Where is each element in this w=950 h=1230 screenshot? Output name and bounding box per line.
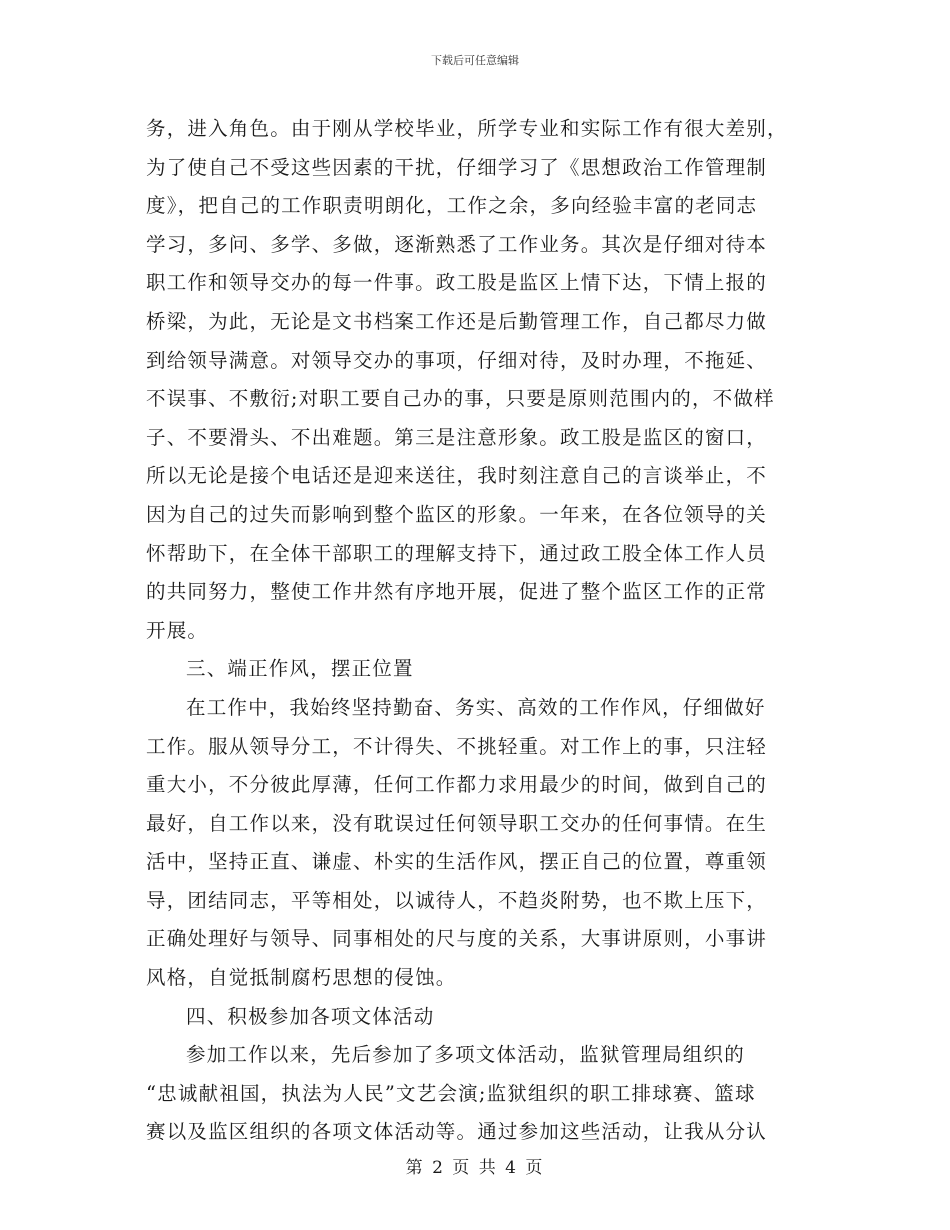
text-line: 活中，坚持正直、谦虚、朴实的生活作风，摆正自己的位置，尊重领: [146, 850, 768, 874]
document-body: [146, 110, 806, 1152]
text-line: 怀帮助下，在全体干部职工的理解支持下，通过政工股全体工作人员: [146, 541, 768, 565]
text-line: 正确处理好与领导、同事相处的尺与度的关系，大事讲原则，小事讲: [146, 927, 768, 951]
text-line: 最好，自工作以来，没有耽误过任何领导职工交办的任何事情。在生: [146, 811, 768, 835]
text-line: 在工作中，我始终坚持勤奋、务实、高效的工作作风，仔细做好: [186, 695, 766, 719]
text-line: 务，进入角色。由于刚从学校毕业，所学专业和实际工作有很大差别，: [146, 117, 788, 140]
text-line: 所以无论是接个电话还是迎来送往，我时刻注意自己的言谈举止，不: [146, 464, 768, 488]
text-line: 桥梁，为此，无论是文书档案工作还是后勤管理工作，自己都尽力做: [146, 309, 768, 333]
text-line: 职工作和领导交办的每一件事。政工股是监区上情下达，下情上报的: [146, 271, 768, 295]
text-line: 到给领导满意。对领导交办的事项，仔细对待，及时办理，不拖延、: [146, 348, 768, 372]
text-line: 子、不要滑头、不出难题。第三是注意形象。政工股是监区的窗口，: [146, 425, 768, 449]
page-number-footer: 第 2 页 共 4 页: [405, 1158, 545, 1178]
text-line: 不误事、不敷衍;对职工要自己办的事，只要是原则范围内的，不做样: [146, 387, 775, 411]
text-line: 学习，多问、多学、多做，逐渐熟悉了工作业务。其次是仔细对待本: [146, 232, 768, 256]
section-heading: 三、端正作风，摆正位置: [186, 657, 414, 681]
text-line: 开展。: [146, 618, 209, 642]
text-line: 导，团结同志，平等相处，以诚待人，不趋炎附势，也不欺上压下，: [146, 888, 768, 912]
section-heading: 四、积极参加各项文体活动: [186, 1004, 435, 1028]
text-line: 赛以及监区组织的各项文体活动等。通过参加这些活动，让我从分认: [146, 1120, 768, 1144]
text-line: 重大小，不分彼此厚薄，任何工作都力求用最少的时间，做到自己的: [146, 773, 768, 797]
text-line: 为了使自己不受这些因素的干扰，仔细学习了《思想政治工作管理制: [146, 155, 768, 179]
page-header: 下载后可任意编辑: [431, 54, 519, 67]
text-line: 的共同努力，整使工作井然有序地开展，促进了整个监区工作的正常: [146, 580, 768, 604]
text-line: “忠诚献祖国，执法为人民”文艺会演;监狱组织的职工排球赛、篮球: [146, 1081, 756, 1105]
text-line: 因为自己的过失而影响到整个监区的形象。一年来，在各位领导的关: [146, 502, 768, 526]
text-line: 参加工作以来，先后参加了多项文体活动，监狱管理局组织的: [186, 1043, 745, 1067]
text-line: 风格，自觉抵制腐朽思想的侵蚀。: [146, 966, 457, 990]
text-line: 度》，把自己的工作职责明朗化，工作之余，多向经验丰富的老同志: [146, 194, 758, 218]
text-line: 工作。服从领导分工，不计得失、不挑轻重。对工作上的事，只注轻: [146, 734, 768, 758]
